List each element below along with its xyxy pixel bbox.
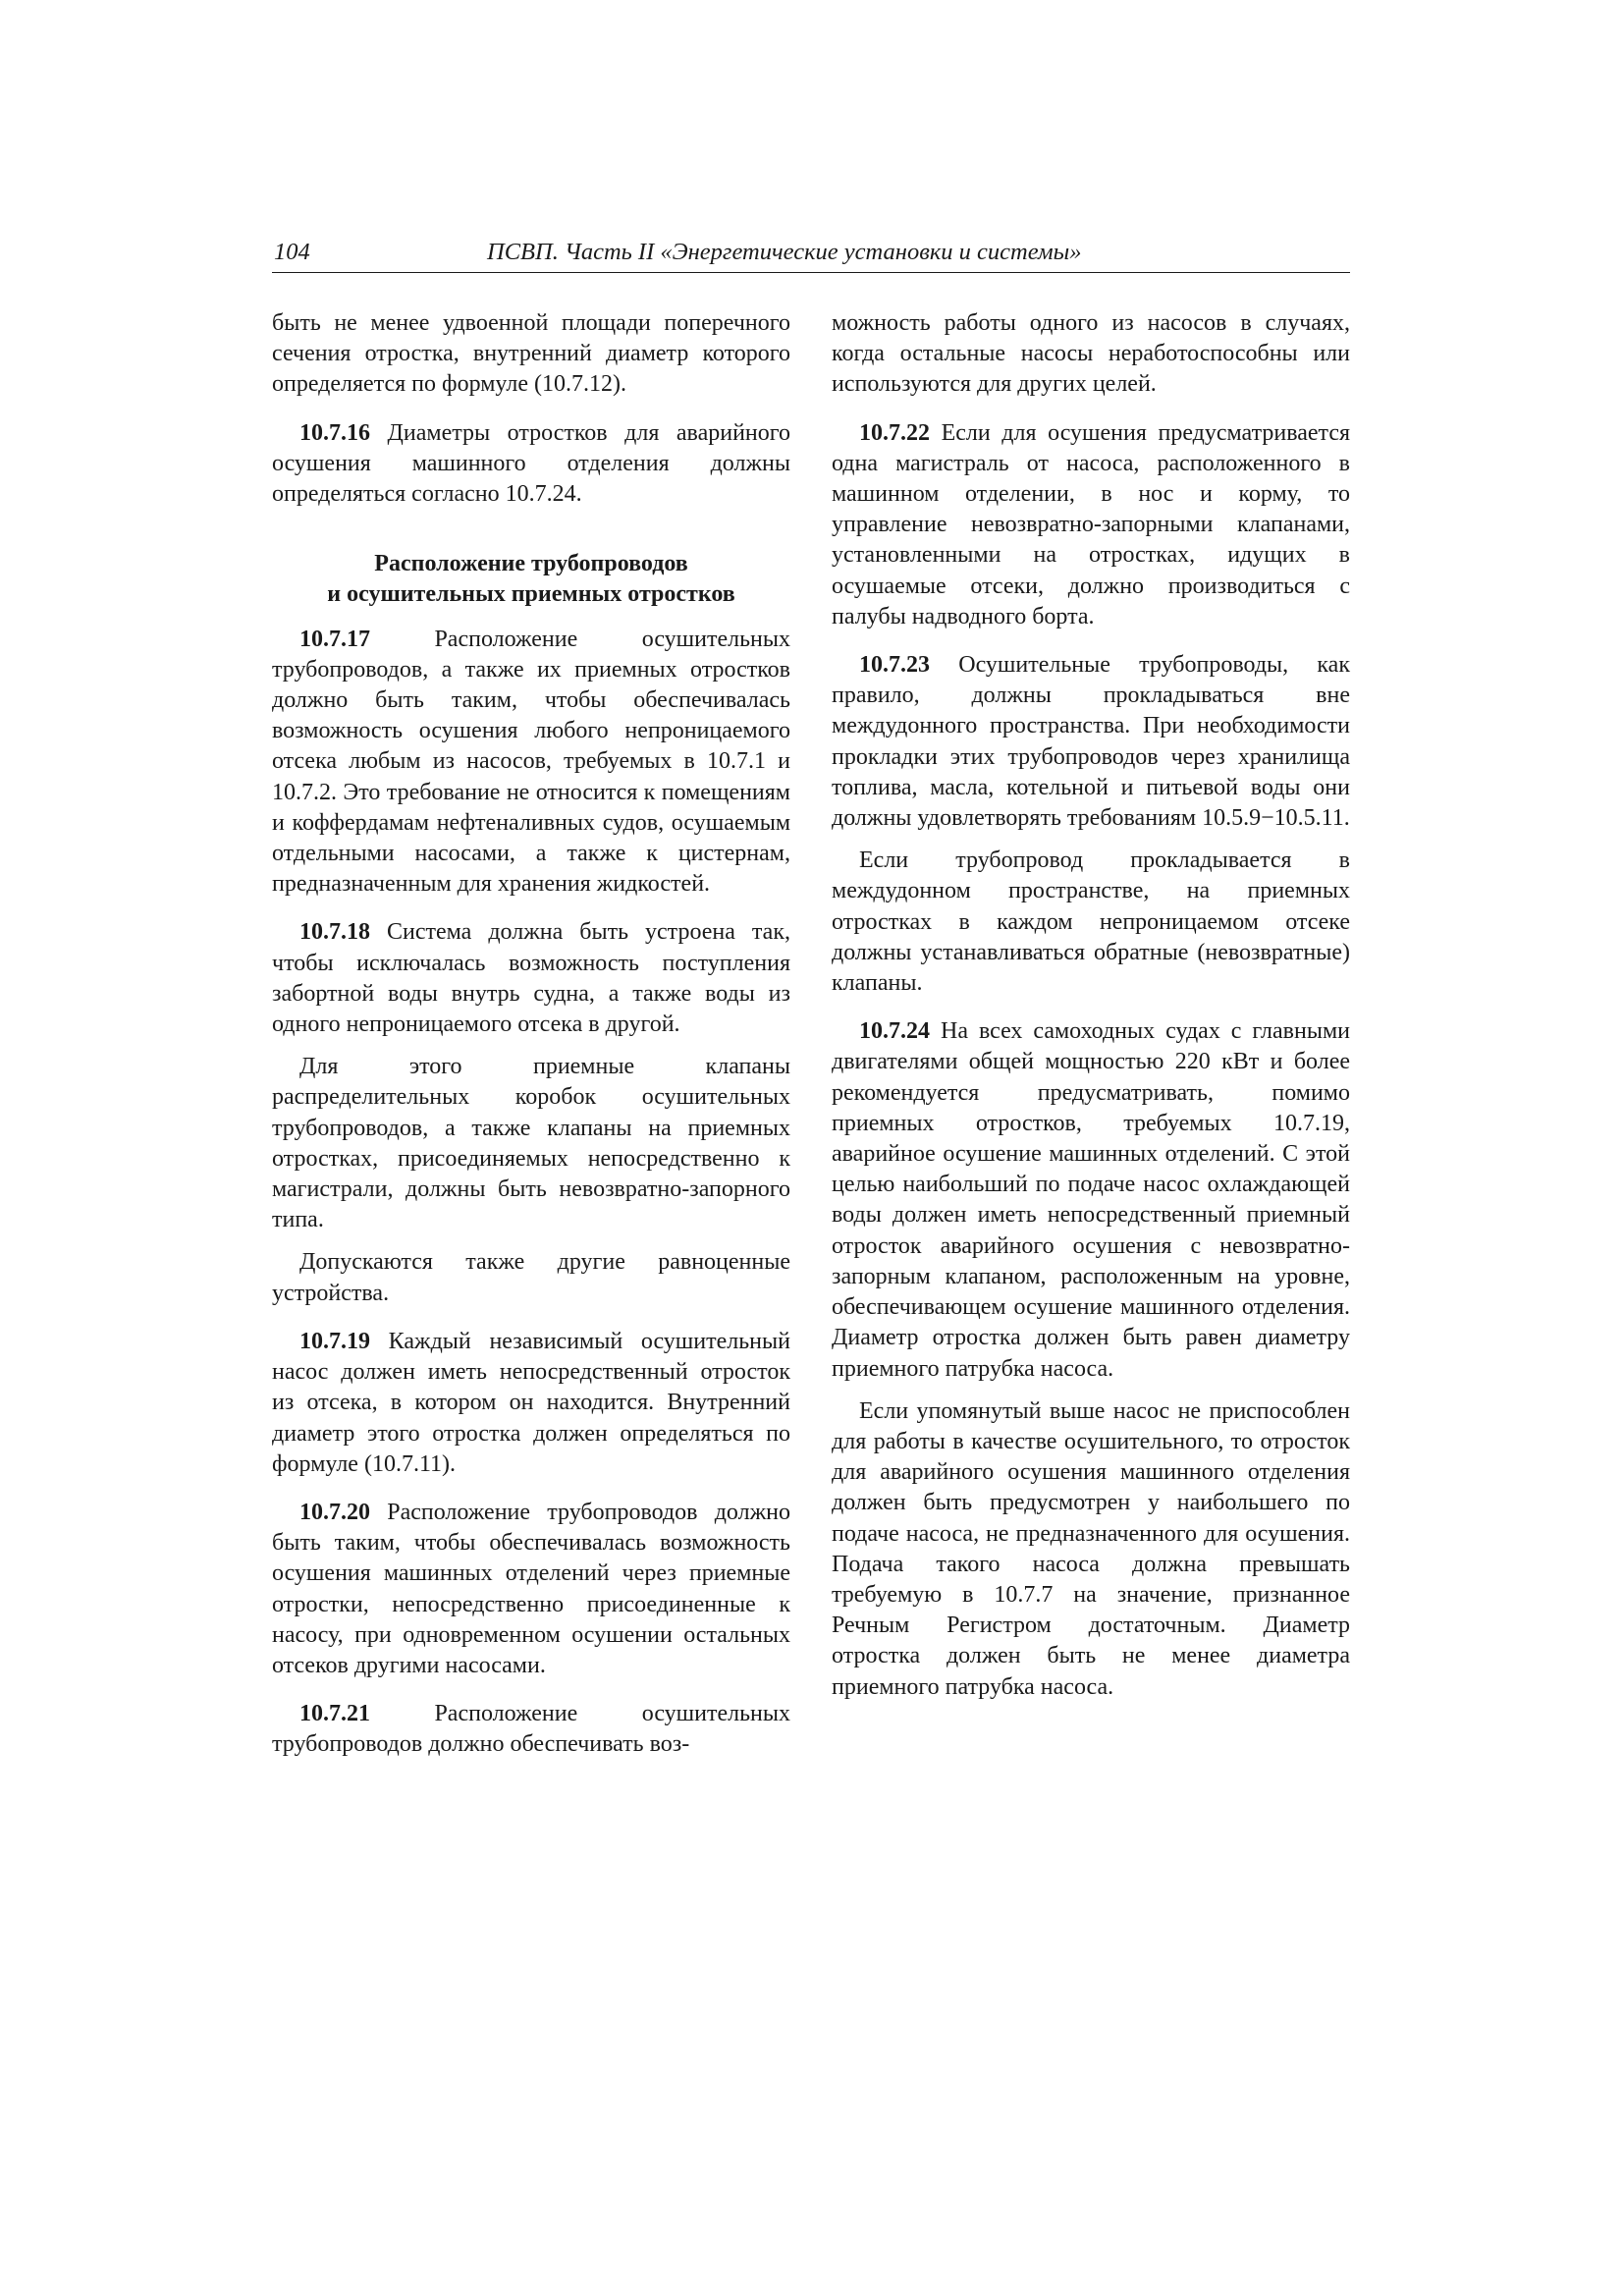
clause-text: Расположение осушительных трубопроводов, а также их приемных отростков должно быть таким, чтобы обеспечивалась возможность осушения любого непроницаемого отсека любым из насосов, требуемых в 10.7.1 и 10.7.2. Это требование не относится к помещениям и коффердамам нефтеналивных судов, осушаемым отдельными насосами, а также к цистернам, предназначенным для хранения жидкостей. — [272, 626, 791, 898]
paragraph: Если трубопровод прокладывается в междудонном пространстве, на приемных отростках в каждом непроницаемом отсеке должны устанавливаться обратные (невозвратные) клапаны. — [832, 847, 1350, 997]
clause-number: 10.7.17 — [299, 626, 370, 652]
left-column — [272, 308, 790, 1761]
paragraph-10-7-24 — [832, 1016, 1350, 1384]
clause-text: Диаметры отростков для аварийного осушения машинного отделения должны определяться согласно 10.7.24. — [272, 419, 791, 508]
clause-text: Расположение трубопроводов должно быть таким, чтобы обеспечивалась возможность осушения машинных отделений через приемные отростки, непосредственно присоединенные к насосу, при одновременном осушении остальных отсеков другими насосами. — [272, 1499, 790, 1678]
paragraph-10-7-22 — [832, 418, 1350, 632]
clause-text: Система должна быть устроена так, чтобы исключалась возможность поступления забортной воды внутрь судна, а также воды из одного непроницаемого отсека в другой. — [272, 919, 790, 1038]
clause-text: На всех самоходных судах с главными двигателями общей мощностью 220 кВт и более рекомендуется предусматривать, помимо приемных отростков, требуемых 10.7.19, аварийное осушение машинных отделений. С этой целью наибольший по подаче насос охлаждающей воды должен иметь непосредственный приемный отросток аварийного осушения с невозвратно-запорным клапаном, расположенным на уровне, обеспечивающем осушение машинного отделения. Диаметр отростка должен быть равен диаметру приемного патрубка насоса. — [832, 1018, 1350, 1382]
clause-number: 10.7.18 — [299, 919, 370, 946]
clause-text: Осушительные трубопроводы, как правило, должны прокладываться вне междудонного пространства. При необходимости прокладки этих трубопроводов через хранилища топлива, масла, котельной и питьевой воды они должны удовлетворять требованиям 10.5.9−10.5.11. — [832, 652, 1350, 832]
paragraph-10-7-21 — [272, 1699, 790, 1760]
page-number: 104 — [274, 239, 310, 265]
paragraph: Если упомянутый выше насос не приспособлен для работы в качестве осушительного, то отросток для аварийного осушения машинного отделения должен быть предусмотрен у наибольшего по подаче насоса, не предназначенного для осушения. Подача такого насоса должна превышать требуемую в 10.7.7 на значение, признанное Речным Регистром достаточным. Диаметр отростка должен быть не менее диаметра приемного патрубка насоса. — [832, 1397, 1350, 1700]
page-header — [272, 239, 1350, 273]
paragraph-10-7-18 — [272, 917, 790, 1040]
paragraph-10-7-17 — [272, 625, 790, 901]
paragraph: можность работы одного из насосов в случаях, когда остальные насосы неработоспособны или используются для других целей. — [832, 310, 1350, 398]
paragraph-10-7-23 — [832, 650, 1350, 834]
paragraph-10-7-20 — [272, 1498, 790, 1681]
clause-number: 10.7.20 — [299, 1499, 370, 1525]
running-title: ПСВП. Часть II «Энергетические установки и системы» — [487, 239, 1082, 265]
clause-text: Расположение осушительных трубопроводов должно обеспечивать воз- — [272, 1701, 791, 1758]
clause-number: 10.7.21 — [299, 1701, 370, 1727]
right-column — [832, 308, 1350, 1703]
clause-number: 10.7.19 — [299, 1328, 370, 1354]
paragraph: Для этого приемные клапаны распределительных коробок осушительных трубопроводов, а также клапаны на приемных отростках, присоединяемых непосредственно к магистрали, должны быть невозвратно-запорного типа. — [272, 1054, 790, 1233]
clause-text: Каждый независимый осушительный насос должен иметь непосредственный отросток из отсека, в котором он находится. Внутренний диаметр этого отростка должен определяться по формуле (10.7.11). — [272, 1328, 790, 1477]
section-heading — [272, 549, 790, 610]
section-heading-line: и осушительных приемных отростков — [327, 581, 735, 608]
paragraph-10-7-16 — [272, 418, 790, 511]
paragraph-10-7-19 — [272, 1327, 790, 1480]
clause-number: 10.7.22 — [859, 419, 930, 446]
section-heading-line: Расположение трубопроводов — [374, 551, 688, 577]
clause-number: 10.7.24 — [859, 1018, 930, 1045]
clause-number: 10.7.16 — [299, 419, 370, 446]
paragraph: Допускаются также другие равноценные устройства. — [272, 1249, 790, 1306]
clause-text: Если для осушения предусматривается одна магистраль от насоса, расположенного в машинном отделении, в нос и корму, то управление невозвратно-запорными клапанами, установленными на отростках, идущих в осушаемые отсеки, должно производиться с палубы надводного борта. — [832, 419, 1351, 629]
clause-number: 10.7.23 — [859, 652, 930, 679]
paragraph: быть не менее удвоенной площади поперечного сечения отростка, внутренний диаметр которого определяется по формуле (10.7.12). — [272, 310, 790, 398]
